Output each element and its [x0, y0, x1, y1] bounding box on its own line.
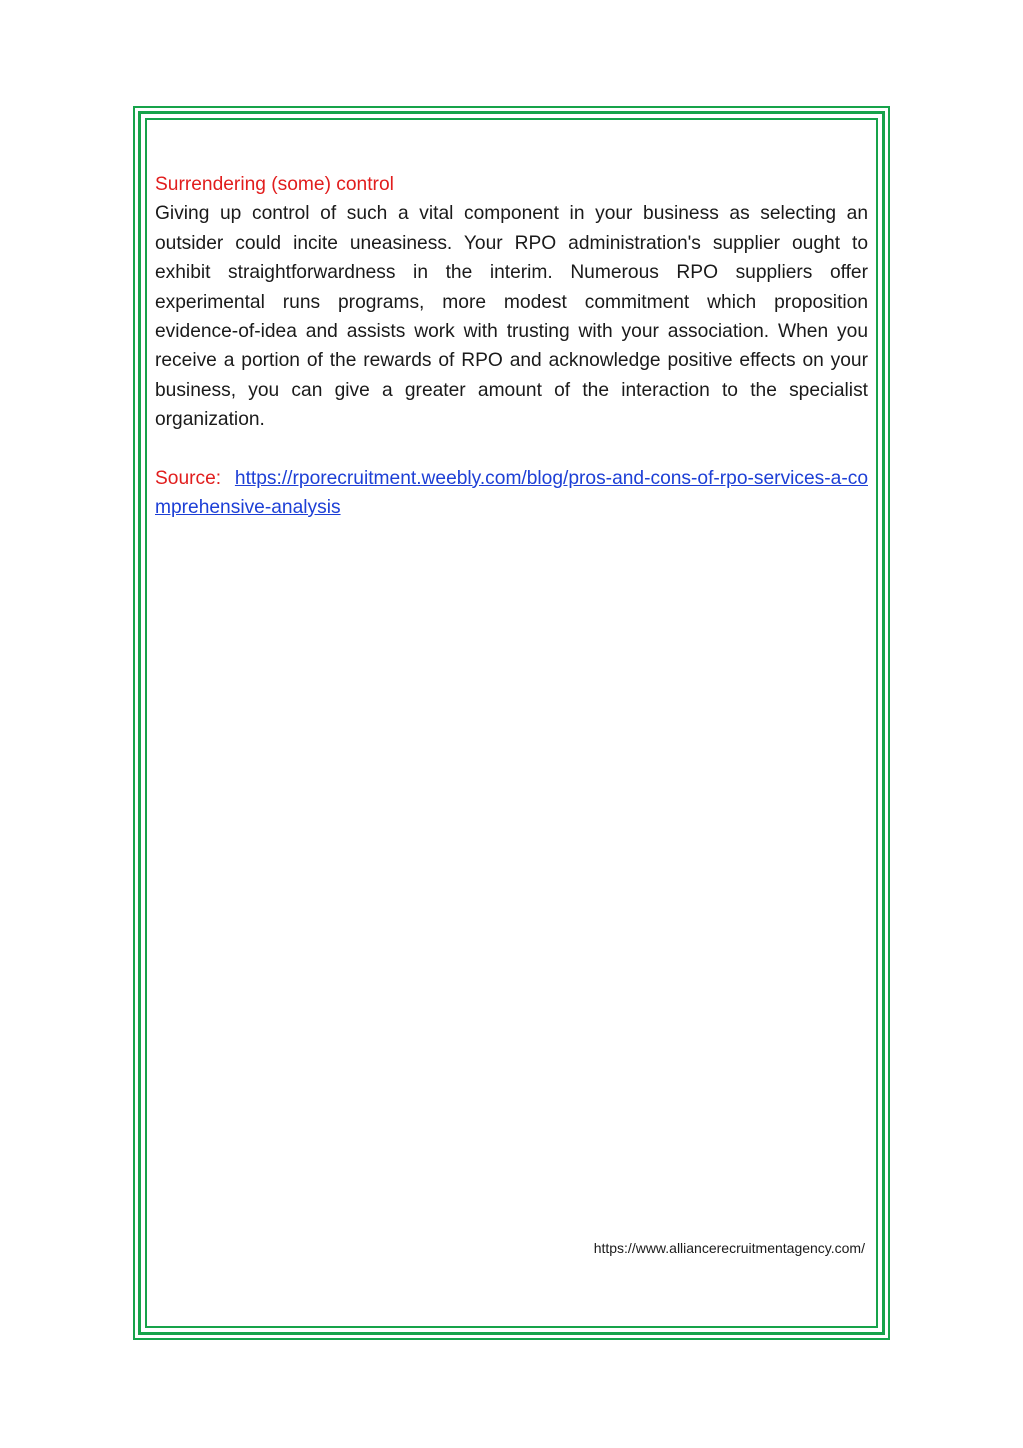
footer-url: https://www.alliancerecruitmentagency.com/ — [593, 1240, 865, 1256]
document-content — [155, 170, 868, 522]
source-line — [155, 464, 868, 523]
body-paragraph: Giving up control of such a vital component in your business as selecting an outsider could incite uneasiness. Your RPO administration's supplier ought to exhibit straightforwardness in the interim. Numerous RPO suppliers offer experimental runs programs, more modest commitment which proposition evidence-of-idea and assists work with trusting with your association. When you receive a portion of the rewards of RPO and acknowledge positive effects on your business, you can give a greater amount of the interaction to the specialist organization. — [155, 203, 868, 431]
source-label: Source: — [155, 467, 222, 489]
section-heading: Surrendering (some) control — [155, 174, 394, 195]
source-link[interactable]: https://rporecruitment.weebly.com/blog/pros-and-cons-of-rpo-services-a-comprehensive-analysis — [155, 467, 868, 519]
